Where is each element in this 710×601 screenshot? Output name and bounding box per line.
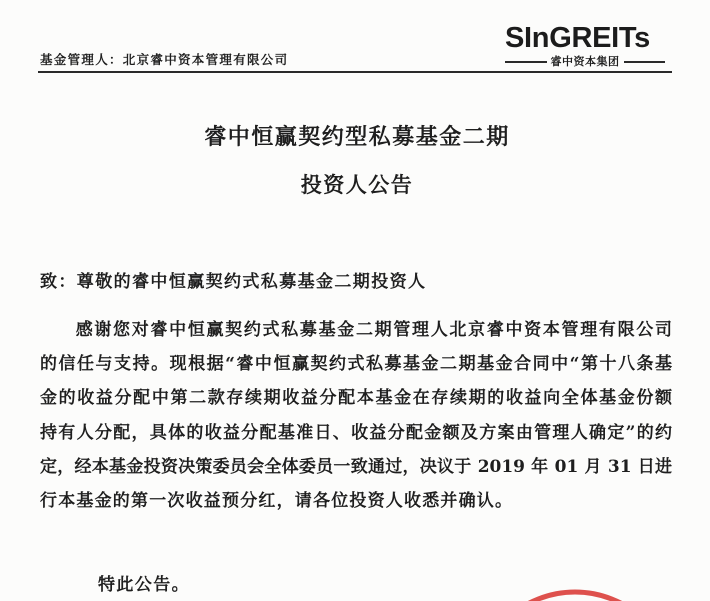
paragraph-line: 行本基金的第一次收益预分红，请各位投资人收悉并确认。: [40, 490, 514, 511]
red-seal-stamp: [500, 584, 650, 601]
logo-subtitle-row: [505, 55, 665, 69]
header-divider: [38, 71, 672, 73]
paragraph-line: 金的收益分配中第二款存续期收益分配本基金在存续期的收益向全体基金份额: [40, 388, 672, 409]
document-title: 睿中恒赢契约型私募基金二期: [204, 124, 510, 150]
document-subtitle: 投资人公告: [300, 172, 414, 197]
logo-right-rule: [624, 61, 666, 62]
salutation: 致：尊敬的睿中恒赢契约式私募基金二期投资人: [40, 272, 427, 292]
logo-left-rule: [505, 61, 547, 62]
paragraph-line: 定，经本基金投资决策委员会全体委员一致通过，决议于 2019 年 01 月 31 日进: [40, 456, 672, 477]
paragraph-line: 感谢您对睿中恒赢契约式私募基金二期管理人北京睿中资本管理有限公司: [75, 320, 672, 340]
paragraph-line: 的信任与支持。现根据“睿中恒赢契约式私募基金二期基金合同中“第十八条基: [40, 354, 672, 375]
company-logo: SInGREITs: [505, 22, 651, 54]
seal-ring: [500, 592, 650, 601]
logo-subtitle: 睿中资本集团: [550, 56, 620, 68]
closing-remark: 特此公告。: [98, 575, 190, 595]
paragraph-line: 持有人分配，具体的收益分配基准日、收益分配金额及方案由管理人确定”的约: [40, 422, 672, 443]
fund-manager-label: 基金管理人：北京睿中资本管理有限公司: [40, 52, 289, 67]
body-paragraph: [40, 313, 672, 518]
